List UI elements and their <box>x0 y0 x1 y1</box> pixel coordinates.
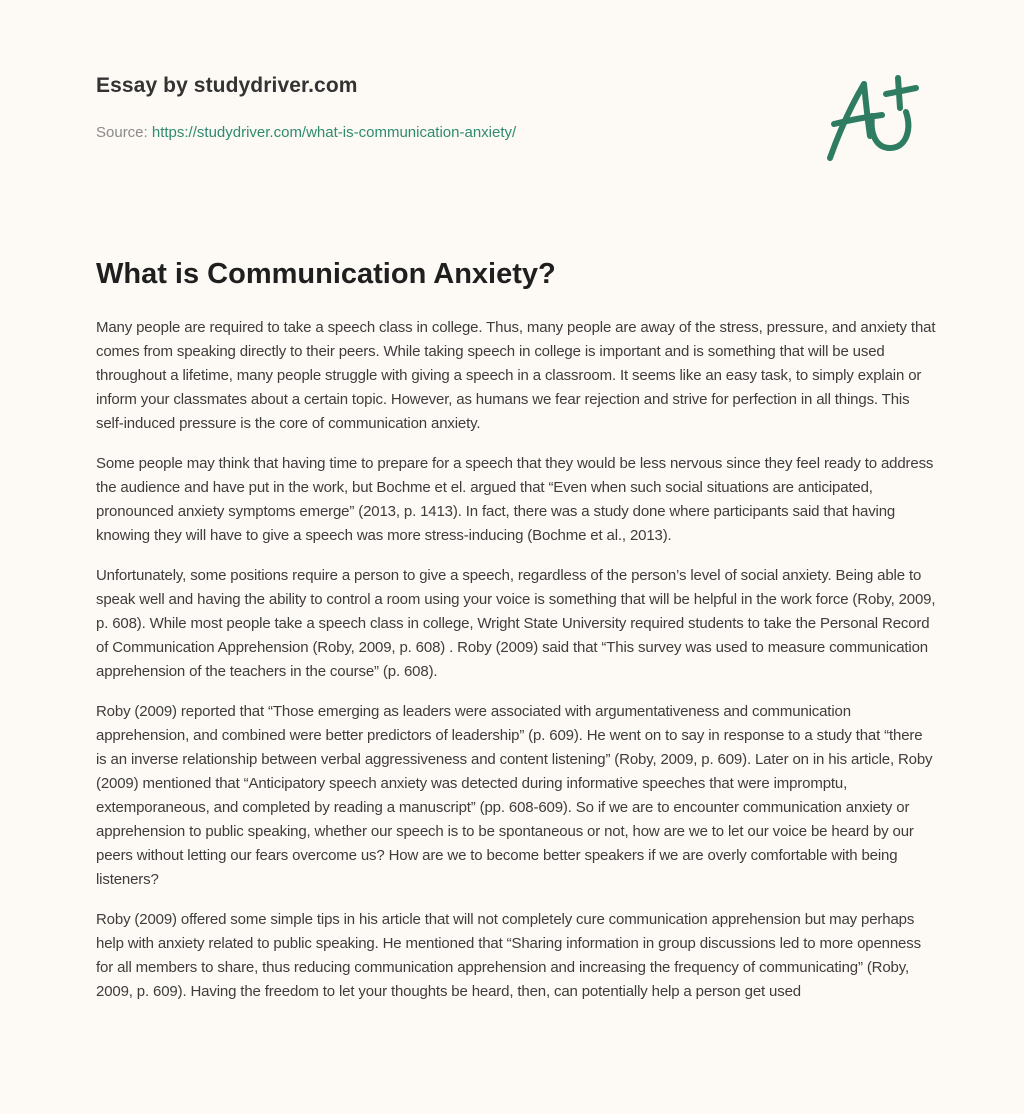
paragraph-2: Some people may think that having time to prepare for a speech that they would be less nervous since they feel ready to address the audience and have put in the work, but Bochme et el. argued that “Even when such social situations are anticipated, pronounced anxiety symptoms emerge” (2013, p. 1413). In fact, there was a study done where participants said that having knowing they will have to give a speech was more stress-inducing (Bochme et al., 2013). <box>96 455 934 544</box>
a-plus-grade-icon <box>820 64 932 168</box>
paragraph-1: Many people are required to take a speech class in college. Thus, many people are away of the stress, pressure, and anxiety that comes from speaking directly to their peers. While taking speech in college is important and is something that will be used throughout a lifetime, many people struggle with giving a speech in a classroom. It seems like an easy task, to simply explain or inform your classmates about a certain topic. However, as humans we fear rejection and strive for perfection in all things. This self-induced pressure is the core of communication anxiety. <box>96 319 936 432</box>
paragraph-3: Unfortunately, some positions require a person to give a speech, regardless of the person’s level of social anxiety. Being able to speak well and having the ability to control a room using your voice is something that will be helpful in the work force (Roby, 2009, p. 608). While most people take a speech class in college, Wright State University required students to take the Personal Record of Communication Apprehension (Roby, 2009, p. 608) . Roby (2009) said that “This survey was used to measure communication apprehension of the teachers in the course” (p. 608). <box>96 567 936 680</box>
source-label: Source: <box>96 124 148 141</box>
essay-article <box>96 254 936 1020</box>
article-title: What is Communication Anxiety? <box>96 258 556 290</box>
source-link[interactable]: https://studydriver.com/what-is-communication-anxiety/ <box>151 124 517 141</box>
page-header <box>96 74 926 141</box>
source-line <box>96 124 516 141</box>
paragraph-5: Roby (2009) offered some simple tips in his article that will not completely cure communication apprehension but may perhaps help with anxiety related to public speaking. He mentioned that “Sharing information in group discussions led to more openness for all members to share, thus reducing communication apprehension and increasing the frequency of communicating” (Roby, 2009, p. 609). Having the freedom to let your thoughts be heard, then, can potentially help a person get used <box>96 911 921 1000</box>
paragraph-4: Roby (2009) reported that “Those emerging as leaders were associated with argumentativeness and communication apprehension, and combined were better predictors of leadership” (p. 609). He went on to say in response to a study that “there is an inverse relationship between verbal aggressiveness and content listening” (Roby, 2009, p. 609). Later on in his article, Roby (2009) mentioned that “Anticipatory speech anxiety was detected during informative speeches that were impromptu, extemporaneous, and completed by reading a manuscript” (pp. 608-609). So if we are to encounter communication anxiety or apprehension to public speaking, whether our speech is to be spontaneous or not, how are we to let our voice be heard by our peers without letting our fears overcome us? How are we to become better speakers if we are overly comfortable with being listeners? <box>96 703 933 888</box>
site-title: Essay by studydriver.com <box>96 74 358 97</box>
